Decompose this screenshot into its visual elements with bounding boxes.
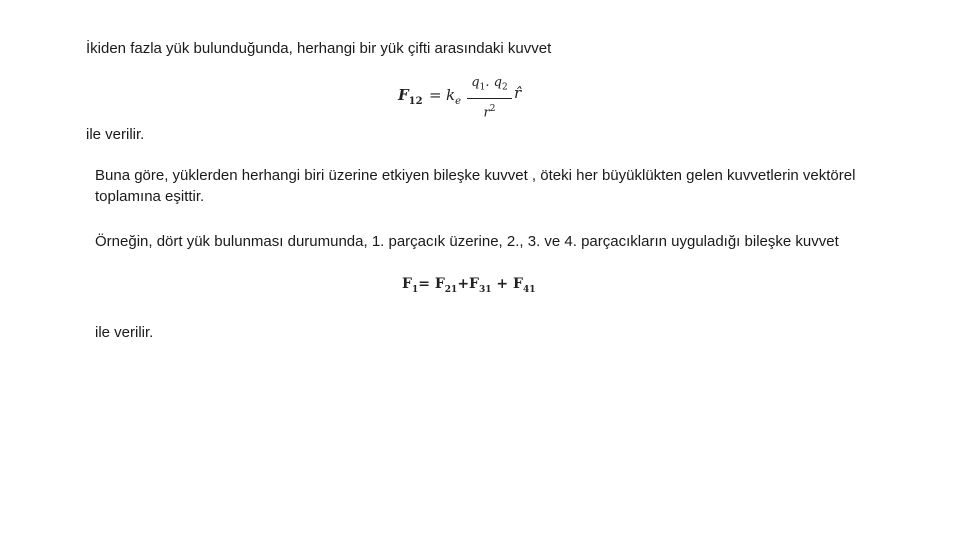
fraction-numerator: $q_1$. $q_2$ — [471, 75, 508, 93]
formula-lhs: $F_{12}$ — [398, 86, 423, 107]
resultant-formula: $F_1= F_{21}+F_{31} + F_{41}$ — [402, 276, 536, 295]
unit-vector: r̂ — [514, 84, 522, 102]
example-text: Örneğin, dört yük bulunması durumunda, 1. parçacık üzerine, 2., 3. ve 4. parçacıkların uyguladığı bileşke kuvvet — [95, 233, 839, 250]
resultant-text: Buna göre, yüklerden herhangi biri üzerine etkiyen bileşke kuvvet , öteki her büyüklükten gelen kuvvetlerin vektörel toplamına eşittir. — [95, 167, 856, 205]
coulomb-formula — [398, 74, 528, 120]
fraction-bar — [467, 98, 512, 99]
given-text-1: ile verilir. — [86, 126, 145, 143]
coulomb-constant: $k_e$ — [446, 86, 462, 107]
intro-text: İkiden fazla yük bulunduğunda, herhangi bir yük çifti arasındaki kuvvet — [86, 40, 552, 57]
given-text-2: ile verilir. — [95, 324, 154, 341]
formula-equals: = — [429, 86, 442, 104]
charge-fraction — [467, 74, 512, 121]
fraction-denominator: $r^2$ — [483, 103, 496, 120]
